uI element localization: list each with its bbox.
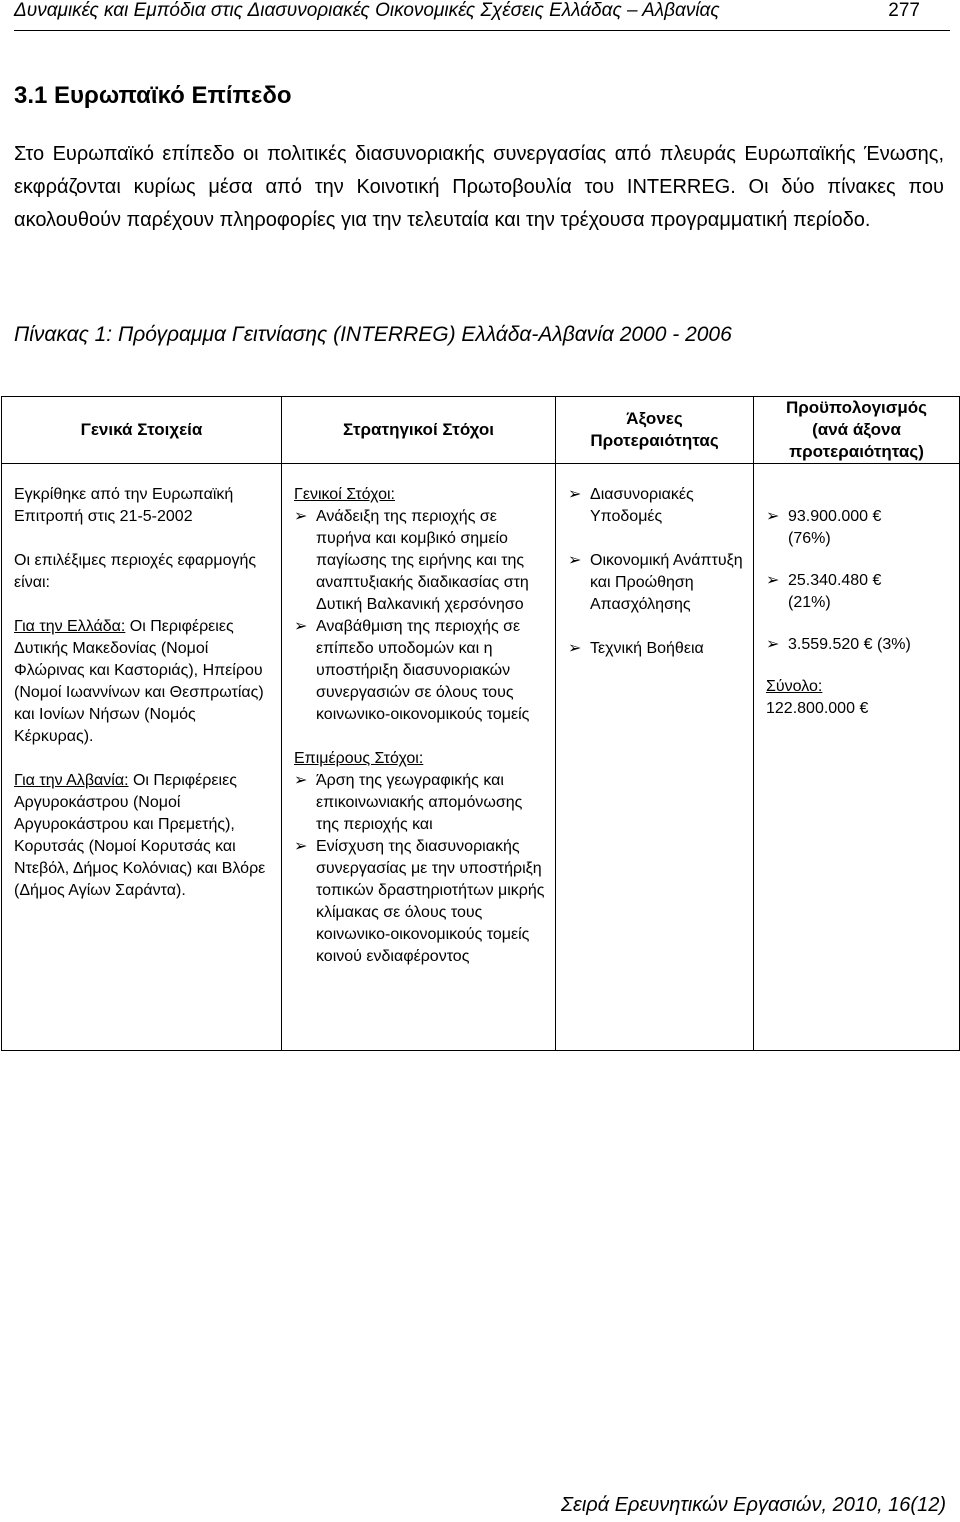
albania-regions: Για την Αλβανία: Οι Περιφέρειες Αργυροκάστρου (Νομοί Αργυροκάστρου και Πρεμετής), Κορυτσάς (Νομοί Κορυτσάς και Ντεβόλ, Δήμος Κολόνιας) και Βλόρε (Δήμος Αγίων Σαράντα). [14,772,266,899]
header-strategic: Στρατηγικοί Στόχοι [282,397,556,464]
general-goals-label: Γενικοί Στόχοι: [294,486,395,503]
strategic-cell [282,464,556,1051]
running-title: Δυναμικές και Εμπόδια στις Διασυνοριακές Οικονομικές Σχέσεις Ελλάδας – Αλβανίας [14,0,720,21]
approval-text: Εγκρίθηκε από την Ευρωπαϊκή Επιτροπή στις 21-5-2002 [14,486,234,525]
table-header-row [2,397,960,464]
list-item: ➢ 3.559.520 € (3%) [766,634,959,656]
euro-icon: € [872,572,882,589]
arrow-bullet-icon: ➢ [568,486,582,503]
header-rule [14,30,950,31]
euro-icon: € [859,700,869,717]
list-item: ➢ Ανάδειξη της περιοχής σε πυρήνα και κομβικό σημείο παγίωσης της ειρήνης και της αναπτυξιακής διαδικασίας στη Δυτική Βαλκανική χερσόνησο [294,508,529,613]
running-header [14,0,950,26]
arrow-bullet-icon: ➢ [294,772,308,789]
list-item: ➢ 25.340.480 € (21%) [766,572,882,611]
euro-icon: € [863,636,873,653]
programme-table [1,396,960,1051]
header-general: Γενικά Στοιχεία [2,397,282,464]
axes-cell [556,464,754,1051]
arrow-bullet-icon: ➢ [294,838,308,855]
arrow-bullet-icon: ➢ [766,572,780,589]
euro-icon: € [872,508,882,525]
total-amount: 122.800.000 € [766,700,869,717]
arrow-bullet-icon: ➢ [568,552,582,569]
series-footer: Σειρά Ερευνητικών Εργασιών, 2010, 16(12) [561,1494,946,1516]
header-budget: Προϋπολογισμός (ανά άξονα προτεραιότητας) [754,397,960,464]
table-caption: Πίνακας 1: Πρόγραμμα Γειτνίασης (INTERREG) Ελλάδα-Αλβανία 2000 - 2006 [14,323,732,346]
list-item: ➢ Αναβάθμιση της περιοχής σε επίπεδο υποδομών και η υποστήριξη διασυνοριακών συνεργασιών σε όλους τους κοινωνικο-οικονομικούς τομείς [294,618,530,723]
greece-regions: Για την Ελλάδα: Οι Περιφέρειες Δυτικής Μακεδονίας (Νομοί Φλώρινας και Καστοριάς), Ηπείρου (Νομοί Ιωαννίνων και Θεσπρωτίας) και Ιονίων Νήσων (Νομός Κέρκυρας). [14,618,264,745]
arrow-bullet-icon: ➢ [766,508,780,525]
intro-paragraph: Στο Ευρωπαϊκό επίπεδο οι πολιτικές διασυνοριακής συνεργασίας από πλευράς Ευρωπαϊκής Ένωσης, εκφράζονται κυρίως μέσα από την Κοινοτική Πρωτοβουλία του INTERREG. Οι δύο πίνακες που ακολουθούν παρέχουν πληροφορίες για την τελευταία και την τρέχουσα προγραμματική περίοδο. [14,143,944,231]
arrow-bullet-icon: ➢ [568,640,582,657]
arrow-bullet-icon: ➢ [294,618,308,635]
section-title: 3.1 Ευρωπαϊκό Επίπεδο [14,82,292,109]
list-item: ➢ Τεχνική Βοήθεια [568,638,747,660]
eligible-text: Οι επιλέξιμες περιοχές εφαρμογής είναι: [14,552,257,591]
arrow-bullet-icon: ➢ [294,508,308,525]
specific-goals-label: Επιμέρους Στόχοι: [294,750,424,767]
page-number: 277 [888,0,920,21]
list-item: ➢ Διασυνοριακές Υποδομές [568,486,694,525]
list-item: ➢ Οικονομική Ανάπτυξη και Προώθηση Απασχόλησης [568,552,743,613]
budget-cell [754,464,960,1051]
table-row [2,464,960,1051]
list-item: ➢ Ενίσχυση της διασυνοριακής συνεργασίας με την υποστήριξη τοπικών δραστηριοτήτων μικρής κλίμακας σε όλους τους κοινωνικο-οικονομικούς τομείς κοινού ενδιαφέροντος [294,838,545,965]
general-cell [2,464,282,1051]
list-item: ➢ 93.900.000 € (76%) [766,508,882,547]
header-axes: Άξονες Προτεραιότητας [556,397,754,464]
arrow-bullet-icon: ➢ [766,636,780,653]
total-label: Σύνολο: [766,678,823,695]
list-item: ➢ Άρση της γεωγραφικής και επικοινωνιακής απομόνωσης της περιοχής και [294,772,523,833]
